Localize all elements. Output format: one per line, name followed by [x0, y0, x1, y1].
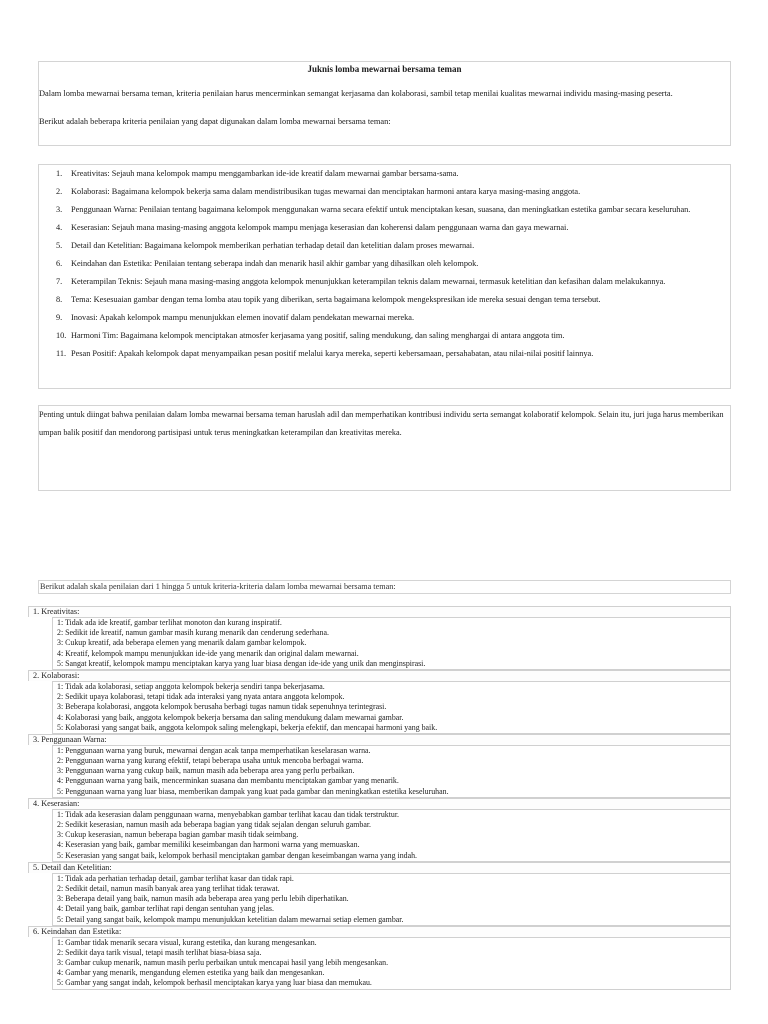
scale-item: 4: Kolaborasi yang baik, anggota kelompok bekerja bersama dan saling mendukung dalam mewarnai gambar. [57, 712, 404, 722]
scale-item: 5: Keserasian yang sangat baik, kelompok berhasil menciptakan gambar dengan keseimbangan warna yang indah. [57, 850, 417, 860]
criteria-item [39, 165, 726, 183]
scale-item: 5: Kolaborasi yang sangat baik, anggota kelompok saling melengkapi, bekerja efektif, dan mencapai harmoni yang baik. [57, 722, 438, 732]
scale-item: 4: Penggunaan warna yang baik, mencerminkan suasana dan membantu menciptakan gambar yang menarik. [57, 776, 399, 786]
scale-item: 4: Keserasian yang baik, gambar memiliki keseimbangan dan harmoni warna yang memuaskan. [57, 840, 360, 850]
intro-lead-paragraph: Berikut adalah beberapa kriteria penilaian yang dapat digunakan dalam lomba mewarnai bersama teman: [39, 117, 391, 126]
criteria-item [39, 309, 726, 327]
scale-item: 5: Detail yang sangat baik, kelompok mampu menunjukkan ketelitian dalam mewarnai setiap elemen gambar. [57, 914, 404, 924]
criteria-item [39, 201, 726, 219]
criteria-number: 3. [56, 205, 63, 214]
criteria-number: 11. [56, 349, 67, 358]
scale-item: 1: Tidak ada kolaborasi, setiap anggota kelompok bekerja sendiri tanpa bekerjasama. [57, 681, 325, 691]
scale-group-title: 6. Keindahan dan Estetika: [28, 926, 731, 937]
scale-group-title: 5. Detail dan Ketelitian: [28, 862, 731, 873]
criteria-number: 4. [56, 223, 63, 232]
scale-item: 1: Tidak ada keserasian dalam penggunaan warna, menyebabkan gambar terlihat kacau dan tidak terstruktur. [57, 809, 400, 819]
scale-item: 4: Kreatif, kelompok mampu menunjukkan ide-ide yang menarik dan original dalam mewarnai. [57, 648, 359, 658]
scale-group-title: 1. Kreativitas: [28, 606, 731, 617]
scale-group-items [52, 617, 731, 670]
scale-item: 4: Gambar yang menarik, mengandung elemen estetika yang baik dan mengesankan. [57, 968, 325, 978]
scale-item: 3: Cukup kreatif, ada beberapa elemen yang menarik dalam gambar kelompok. [57, 638, 307, 648]
scale-item: 3: Cukup keserasian, namun beberapa bagian gambar masih tidak seimbang. [57, 830, 299, 840]
criteria-text: Tema: Kesesuaian gambar dengan tema lomba atau topik yang diberikan, serta bagaimana kelompok mengekspresikan ide mereka sesuai dengan tema tersebut. [71, 295, 601, 304]
scale-item: 1: Penggunaan warna yang buruk, mewarnai dengan acak tanpa memperhatikan keselarasan warna. [57, 745, 371, 755]
criteria-number: 6. [56, 259, 63, 268]
scale-item: 4: Detail yang baik, gambar terlihat rapi dengan sentuhan yang jelas. [57, 904, 274, 914]
criteria-text: Kolaborasi: Bagaimana kelompok bekerja sama dalam mendistribusikan tugas mewarnai dan menciptakan harmoni antara karya masing-masing anggota. [71, 187, 581, 196]
scale-item: 2: Penggunaan warna yang kurang efektif, tetapi beberapa usaha untuk mencoba berbagai warna. [57, 756, 364, 766]
scale-group-items [52, 809, 731, 862]
note-paragraph: Penting untuk diingat bahwa penilaian dalam lomba mewarnai bersama teman haruslah adil dan memperhatikan kontribusi individu serta semangat kolaboratif kelompok. Selain itu, juri juga harus memberikan umpan balik positif dan mendorong partisipasi untuk terus meningkatkan keterampilan dan kreativitas mereka. [39, 410, 724, 437]
scale-item: 1: Gambar tidak menarik secara visual, kurang estetika, dan kurang mengesankan. [57, 937, 317, 947]
criteria-item [39, 255, 726, 273]
scale-group-title: 4. Keserasian: [28, 798, 731, 809]
scale-group-items [52, 745, 731, 798]
criteria-text: Detail dan Ketelitian: Bagaimana kelompok memberikan perhatian terhadap detail dan ketelitian dalam proses mewarnai. [71, 241, 475, 250]
intro-section [38, 61, 731, 146]
scale-item: 3: Penggunaan warna yang cukup baik, namun masih ada beberapa area yang perlu perbaikan. [57, 766, 355, 776]
criteria-text: Keserasian: Sejauh mana masing-masing anggota kelompok mampu menjaga keserasian dan koherensi dalam penggunaan warna dan gaya mewarnai. [71, 223, 569, 232]
criteria-number: 2. [56, 187, 63, 196]
scale-group-items [52, 937, 731, 990]
criteria-number: 9. [56, 313, 63, 322]
note-section [38, 405, 731, 491]
criteria-text: Inovasi: Apakah kelompok mampu menunjukkan elemen inovatif dalam pendekatan mewarnai mereka. [71, 313, 415, 322]
criteria-text: Harmoni Tim: Bagaimana kelompok menciptakan atmosfer kerjasama yang positif, saling mendukung, dan saling menghargai di antara anggota tim. [71, 331, 565, 340]
scale-item: 3: Beberapa detail yang baik, namun masih ada beberapa area yang perlu lebih diperhatikan. [57, 894, 349, 904]
scale-group-items [52, 873, 731, 926]
scale-intro: Berikut adalah skala penilaian dari 1 hingga 5 untuk kriteria-kriteria dalam lomba mewarnai bersama teman: [38, 580, 731, 594]
criteria-number: 5. [56, 241, 63, 250]
scale-section [28, 606, 731, 990]
scale-item: 2: Sedikit daya tarik visual, tetapi masih terlihat biasa-biasa saja. [57, 947, 262, 957]
scale-item: 3: Beberapa kolaborasi, anggota kelompok berusaha berbagi tugas namun tidak sepenuhnya terintegrasi. [57, 702, 387, 712]
scale-item: 2: Sedikit upaya kolaborasi, tetapi tidak ada interaksi yang nyata antara anggota kelompok. [57, 692, 345, 702]
criteria-number: 7. [56, 277, 63, 286]
criteria-item [39, 273, 726, 291]
scale-item: 2: Sedikit detail, namun masih banyak area yang terlihat tidak terawat. [57, 883, 280, 893]
criteria-item [39, 345, 726, 363]
criteria-item [39, 327, 726, 345]
criteria-item [39, 291, 726, 309]
criteria-list [39, 165, 730, 363]
criteria-list-section [38, 164, 731, 389]
scale-item: 2: Sedikit ide kreatif, namun gambar masih kurang menarik dan cenderung sederhana. [57, 628, 329, 638]
criteria-item [39, 219, 726, 237]
criteria-text: Kreativitas: Sejauh mana kelompok mampu menggambarkan ide-ide kreatif dalam mewarnai gambar bersama-sama. [71, 169, 459, 178]
criteria-number: 10. [56, 331, 67, 340]
scale-item: 1: Tidak ada ide kreatif, gambar terlihat monoton dan kurang inspiratif. [57, 618, 282, 627]
scale-item: 3: Gambar cukup menarik, namun masih perlu perbaikan untuk mencapai hasil yang lebih mengesankan. [57, 958, 389, 968]
scale-group-items [52, 681, 731, 734]
scale-group-title: 3. Penggunaan Warna: [28, 734, 731, 745]
criteria-item [39, 183, 726, 201]
criteria-number: 8. [56, 295, 63, 304]
criteria-text: Penggunaan Warna: Penilaian tentang bagaimana kelompok menggunakan warna secara efektif untuk menciptakan kesan, suasana, dan meningkatkan estetika gambar secara keseluruhan. [71, 205, 691, 214]
scale-item: 5: Sangat kreatif, kelompok mampu menciptakan karya yang luar biasa dengan ide-ide yang unik dan menginspirasi. [57, 658, 426, 668]
criteria-item [39, 237, 726, 255]
criteria-text: Keterampilan Teknis: Sejauh mana masing-masing anggota kelompok menunjukkan keterampilan teknis dalam mewarnai, termasuk ketelitian dan kefasihan dalam melakukannya. [71, 277, 666, 286]
scale-item: 2: Sedikit keserasian, namun masih ada beberapa bagian yang tidak sejalan dengan seluruh gambar. [57, 820, 371, 829]
scale-item: 5: Penggunaan warna yang luar biasa, memberikan dampak yang kuat pada gambar dan meningkatkan estetika keseluruhan. [57, 786, 449, 796]
intro-paragraph: Dalam lomba mewarnai bersama teman, kriteria penilaian harus mencerminkan semangat kerjasama dan kolaborasi, sambil tetap menilai kualitas mewarnai individu masing-masing peserta. [39, 89, 673, 98]
scale-item: 1: Tidak ada perhatian terhadap detail, gambar terlihat kasar dan tidak rapi. [57, 873, 294, 883]
criteria-text: Keindahan dan Estetika: Penilaian tentang seberapa indah dan menarik hasil akhir gambar yang dihasilkan oleh kelompok. [71, 259, 479, 268]
document-title: Juknis lomba mewarnai bersama teman [307, 64, 462, 74]
scale-item: 5: Gambar yang sangat indah, kelompok berhasil menciptakan karya yang luar biasa dan memukau. [57, 978, 372, 988]
criteria-text: Pesan Positif: Apakah kelompok dapat menyampaikan pesan positif melalui karya mereka, seperti kebersamaan, persahabatan, atau nilai-nilai positif lainnya. [71, 349, 594, 358]
scale-group-title: 2. Kolaborasi: [28, 670, 731, 681]
criteria-number: 1. [56, 169, 63, 178]
